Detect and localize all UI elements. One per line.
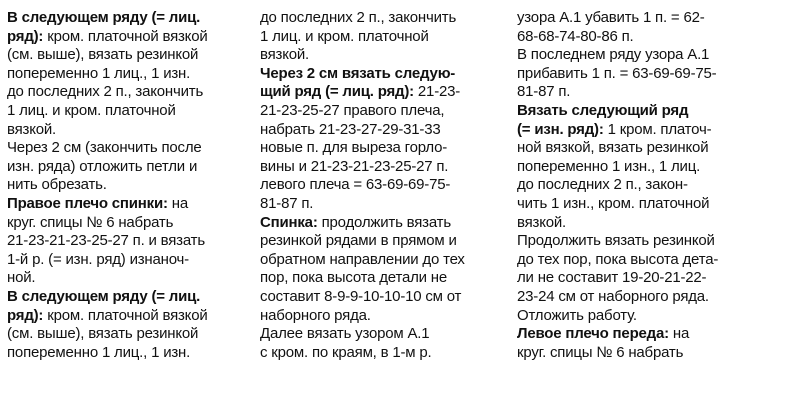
text-line: [7, 344, 259, 363]
body-text: попеременно 1 лиц., 1 изн.: [7, 343, 191, 361]
text-line: [260, 102, 512, 121]
bold-heading-text: Вязать следующий ряд: [517, 101, 689, 119]
body-text: до последних 2 п., закончить: [7, 83, 204, 101]
body-text: вязкой.: [517, 213, 567, 231]
text-line: [517, 269, 769, 288]
body-text: попеременно 1 изн., 1 лиц.: [517, 157, 701, 175]
text-line: [7, 307, 259, 326]
text-line: [7, 325, 259, 344]
text-line: [517, 176, 769, 195]
body-text: 81-87 п.: [517, 83, 571, 101]
text-line: [517, 288, 769, 307]
text-line: [260, 269, 512, 288]
text-line: [7, 176, 259, 195]
body-text: изн. ряда) отложить петли и: [7, 157, 198, 175]
text-line: [7, 251, 259, 270]
body-text: кром. платочной вязкой: [43, 306, 208, 324]
text-line: [7, 195, 259, 214]
body-text: до последних 2 п., закончить: [260, 9, 457, 26]
body-text: чить 1 изн., кром. платочной: [517, 194, 710, 212]
text-line: [7, 139, 259, 158]
body-text: до тех пор, пока высота дета-: [517, 250, 719, 268]
text-line: [7, 102, 259, 121]
text-line: [260, 176, 512, 195]
text-line: [260, 139, 512, 158]
text-line: [7, 46, 259, 65]
text-line: [517, 46, 769, 65]
body-text: левого плеча = 63-69-69-75-: [260, 176, 451, 194]
text-line: [517, 251, 769, 270]
bold-heading-text: Спинка:: [260, 213, 318, 231]
text-line: [517, 307, 769, 326]
text-line: [7, 269, 259, 288]
body-text: В последнем ряду узора А.1: [517, 46, 710, 64]
text-line: [517, 83, 769, 102]
body-text: на: [668, 325, 690, 343]
text-line: [517, 65, 769, 84]
text-line: [517, 158, 769, 177]
text-line: [517, 325, 769, 344]
text-line: [260, 344, 512, 363]
text-line: [260, 46, 512, 65]
body-text: 81-87 п.: [260, 194, 314, 212]
body-text: резинкой рядами в прямом и: [260, 232, 457, 250]
body-text: круг. спицы № 6 набрать: [517, 343, 684, 361]
body-text: на: [167, 194, 188, 212]
text-line: [260, 195, 512, 214]
body-text: Далее вязать узором А.1: [260, 325, 430, 343]
body-text: до последних 2 п., закон-: [517, 176, 688, 194]
body-text: 1 кром. платоч-: [603, 120, 712, 138]
text-line: [260, 325, 512, 344]
body-text: 1 лиц. и кром. платочной: [7, 101, 176, 119]
body-text: (см. выше), вязать резинкой: [7, 325, 199, 343]
bold-heading-text: Левое плечо переда:: [517, 325, 669, 343]
text-line: [260, 121, 512, 140]
body-text: составит 8-9-9-10-10-10 см от: [260, 287, 462, 305]
body-text: с кром. по краям, в 1-м р.: [260, 343, 432, 361]
body-text: 68-68-74-80-86 п.: [517, 27, 634, 45]
body-text: наборного ряда.: [260, 306, 371, 324]
bold-heading-text: ряд):: [7, 306, 44, 324]
bold-heading-text: Через 2 см вязать следую-: [260, 64, 456, 82]
body-text: кром. платочной вязкой: [43, 27, 208, 45]
body-text: прибавить 1 п. = 63-69-69-75-: [517, 64, 717, 82]
body-text: круг. спицы № 6 набрать: [7, 213, 174, 231]
body-text: 1-й р. (= изн. ряд) изнаноч-: [7, 250, 189, 268]
body-text: вязкой.: [260, 46, 310, 64]
bold-heading-text: В следующем ряду (= лиц.: [7, 287, 201, 305]
body-text: попеременно 1 лиц., 1 изн.: [7, 64, 191, 82]
bold-heading-text: (= изн. ряд):: [517, 120, 604, 138]
body-text: вины и 21-23-21-23-25-27 п.: [260, 157, 449, 175]
text-line: [517, 28, 769, 47]
text-line: [260, 307, 512, 326]
bold-heading-text: В следующем ряду (= лиц.: [7, 9, 201, 26]
text-line: [7, 232, 259, 251]
text-line: [7, 214, 259, 233]
text-line: [517, 344, 769, 363]
body-text: Отложить работу.: [517, 306, 637, 324]
bold-heading-text: щий ряд (= лиц. ряд):: [260, 83, 414, 101]
text-line: [517, 214, 769, 233]
body-text: пор, пока высота детали не: [260, 269, 448, 287]
bold-heading-text: ряд):: [7, 27, 44, 45]
text-line: [260, 28, 512, 47]
text-line: [517, 102, 769, 121]
text-column-2: [260, 9, 512, 362]
body-text: продолжить вязать: [317, 213, 451, 231]
body-text: 21-23-: [413, 83, 461, 101]
text-line: [260, 288, 512, 307]
text-line: [7, 288, 259, 307]
text-line: [260, 9, 512, 28]
text-line: [517, 121, 769, 140]
body-text: ли не составит 19-20-21-22-: [517, 269, 707, 287]
text-column-3: [517, 9, 769, 362]
body-text: узора А.1 убавить 1 п. = 62-: [517, 9, 705, 26]
text-line: [260, 251, 512, 270]
text-line: [7, 158, 259, 177]
text-column-1: [7, 9, 259, 362]
body-text: 21-23-25-27 правого плеча,: [260, 101, 445, 119]
text-line: [7, 9, 259, 28]
text-line: [260, 232, 512, 251]
body-text: ной вязкой, вязать резинкой: [517, 139, 709, 157]
body-text: 1 лиц. и кром. платочной: [260, 27, 429, 45]
text-line: [7, 83, 259, 102]
body-text: набрать 21-23-27-29-31-33: [260, 120, 441, 138]
text-line: [517, 195, 769, 214]
body-text: 23-24 см от наборного ряда.: [517, 287, 709, 305]
body-text: (см. выше), вязать резинкой: [7, 46, 199, 64]
text-line: [260, 83, 512, 102]
body-text: обратном направлении до тех: [260, 250, 465, 268]
text-line: [517, 232, 769, 251]
text-line: [517, 139, 769, 158]
text-line: [7, 28, 259, 47]
text-line: [260, 65, 512, 84]
body-text: нить обрезать.: [7, 176, 107, 194]
text-line: [7, 121, 259, 140]
body-text: вязкой.: [7, 120, 57, 138]
body-text: 21-23-21-23-25-27 п. и вязать: [7, 232, 205, 250]
text-line: [260, 158, 512, 177]
bold-heading-text: Правое плечо спинки:: [7, 194, 168, 212]
body-text: новые п. для выреза горло-: [260, 139, 448, 157]
text-line: [517, 9, 769, 28]
text-line: [260, 214, 512, 233]
body-text: Продолжить вязать резинкой: [517, 232, 715, 250]
text-line: [7, 65, 259, 84]
body-text: ной.: [7, 269, 36, 287]
body-text: Через 2 см (закончить после: [7, 139, 202, 157]
